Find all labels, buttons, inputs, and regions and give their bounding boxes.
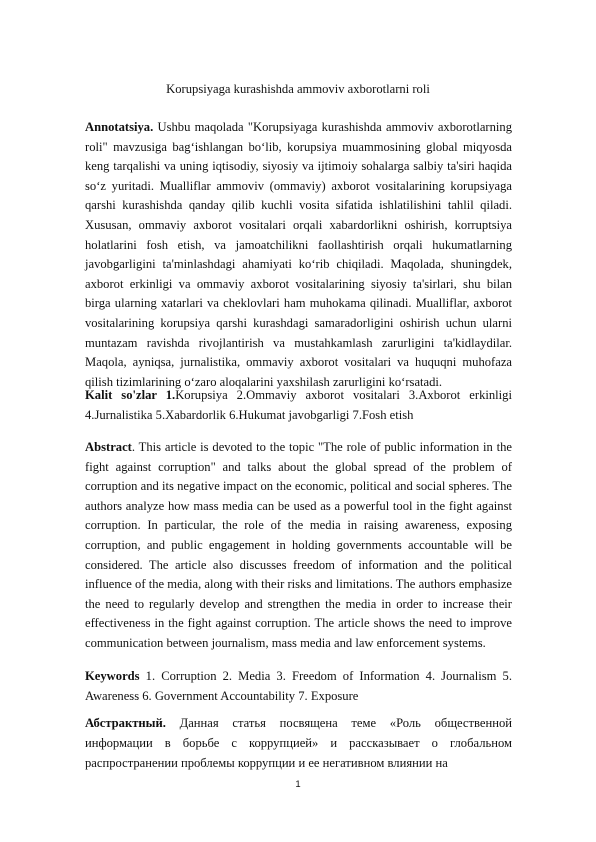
abstract-text: . This article is devoted to the topic "The role of public information in the fight against corruption" and talks about the global spread of the problem of corruption and its negative impact on the economic, political and social spheres. The authors analyze how mass media can be used as a powerful tool in the fight against corruption. In particular, the role of the media in raising awareness, exposing corruption, and public engagement in holding governments accountable will be considered. The article also discusses freedom of information and the political influence of the media, along with their risks and limitations. The authors emphasize the need to regularly develop and strengthen the media in order to increase their effectiveness in the fight against corruption. The article shows the need to improve communication between journalism, mass media and law enforcement systems. [85,440,512,650]
annotation-paragraph [85,118,512,392]
paper-title: Korupsiyaga kurashishda ammoviv axborotlarni roli [166,82,430,96]
russian-abstract-paragraph [85,713,512,773]
russian-abstract-label: Абстрактный. [85,716,166,730]
uzbek-keywords-text: Korupsiya 2.Ommaviy axborot vositalari 3.Axborot erkinligi 4.Jurnalistika 5.Xabardorlik 6.Hukumat javobgarligi 7.Fosh etish [85,388,512,422]
english-keywords-text: 1. Corruption 2. Media 3. Freedom of Information 4. Journalism 5. Awareness 6. Government Accountability 7. Exposure [85,669,512,703]
page-number: 1 [295,779,301,790]
annotation-text: Ushbu maqolada "Korupsiyaga kurashishda ammoviv axborotlarning roli" mavzusiga bag‘ishlangan bo‘lib, korupsiya muammosining global miqyosda keng tarqalishi va uning iqtisodiy, siyosiy va ijtimoiy sohalarga salbiy ta'siri haqida so‘z yuritadi. Mualliflar ammoviv (ommaviy) axborot vositalarining korupsiyaga qarshi kurashishda qanday qilib kuchli vosita sifatida ishlatilishini tahlil qiladi. Xususan, ommaviy axborot vositalari orqali xabardorlikni oshirish, korruptsiya holatlarini fosh etish, va jamoatchilikni faollashtirish orqali hukumatlarning javobgarligini ta'minlashdagi ahamiyati ko‘rib chiqiladi. Maqolada, shuningdek, axborot erkinligi va ommaviy axborot vositalarining siyosiy ta'sirlari, shu bilan birga ularning xatarlari va cheklovlari ham muhokama qilinadi. Mualliflar, axborot vositalarining korupsiya qarshi kurashdagi samaradorligini oshirish uchun ularni muntazam ravishda rivojlantirish va mustahkamlash zarurligini ta'kidlaydilar. Maqola, ayniqsa, jurnalistika, ommaviy axborot vositalari va huquqni muhofaza qilish tizimlarining o‘zaro aloqalarini yaxshilash zarurligini ko‘rsatadi. [85,120,512,389]
russian-abstract-text: Данная статья посвящена теме «Роль общественной информации в борьбе с коррупцией» и рассказывает о глобальном распространении проблемы коррупции и ее негативном влиянии на [85,716,512,770]
abstract-label: Abstract [85,440,132,454]
uzbek-keywords-paragraph [85,386,512,425]
english-keywords-label: Keywords [85,669,140,683]
annotation-label: Annotatsiya. [85,120,154,134]
english-keywords-paragraph [85,667,512,706]
abstract-paragraph [85,438,512,654]
uzbek-keywords-label: Kalit so'zlar 1. [85,388,176,402]
